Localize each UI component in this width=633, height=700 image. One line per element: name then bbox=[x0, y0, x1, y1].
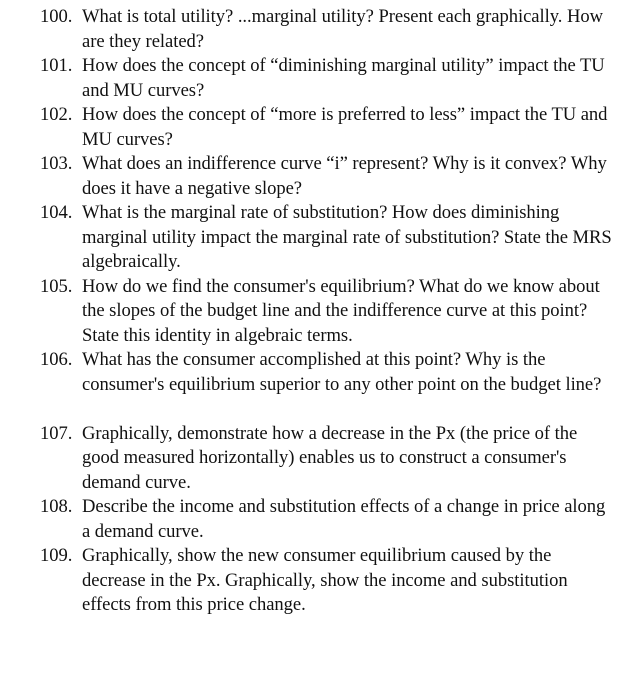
question-number: 103. bbox=[40, 153, 73, 174]
question-102 bbox=[40, 103, 615, 152]
question-106 bbox=[40, 348, 615, 397]
question-number: 102. bbox=[40, 104, 73, 125]
question-text: What is the marginal rate of substitution? How does diminishing marginal utility impact the marginal rate of substitution? State the MRS algebraically. bbox=[82, 202, 612, 272]
question-text: What is total utility? ...marginal utility? Present each graphically. How are they related? bbox=[82, 6, 603, 52]
question-number: 101. bbox=[40, 55, 73, 76]
question-number: 104. bbox=[40, 202, 73, 223]
question-101 bbox=[40, 54, 615, 103]
question-104 bbox=[40, 201, 615, 275]
question-100 bbox=[40, 5, 615, 54]
question-number: 108. bbox=[40, 496, 73, 517]
question-107 bbox=[40, 422, 615, 496]
question-text: What does an indifference curve “i” represent? Why is it convex? Why does it have a negative slope? bbox=[82, 153, 607, 199]
question-text: How does the concept of “more is preferred to less” impact the TU and MU curves? bbox=[82, 104, 608, 150]
question-text: How do we find the consumer's equilibrium? What do we know about the slopes of the budget line and the indifference curve at this point? State this identity in algebraic terms. bbox=[82, 275, 600, 346]
question-text: Graphically, show the new consumer equilibrium caused by the decrease in the Px. Graphically, show the income and substitution effects from this price change. bbox=[82, 545, 568, 615]
question-number: 105. bbox=[40, 275, 73, 297]
question-list bbox=[40, 5, 615, 618]
question-108 bbox=[40, 495, 615, 544]
question-text: Graphically, demonstrate how a decrease in the Px (the price of the good measured horizontally) enables us to construct a consumer's demand curve. bbox=[82, 422, 578, 493]
section-spacer bbox=[40, 397, 615, 422]
question-number: 107. bbox=[40, 422, 73, 444]
question-number: 106. bbox=[40, 349, 73, 370]
question-text: Describe the income and substitution effects of a change in price along a demand curve. bbox=[82, 496, 606, 542]
question-text: What has the consumer accomplished at this point? Why is the consumer's equilibrium superior to any other point on the budget line? bbox=[82, 349, 602, 395]
question-103 bbox=[40, 152, 615, 201]
question-105 bbox=[40, 275, 615, 349]
question-text: How does the concept of “diminishing marginal utility” impact the TU and MU curves? bbox=[82, 55, 605, 101]
question-number: 109. bbox=[40, 545, 73, 566]
question-109 bbox=[40, 544, 615, 618]
question-number: 100. bbox=[40, 6, 73, 27]
